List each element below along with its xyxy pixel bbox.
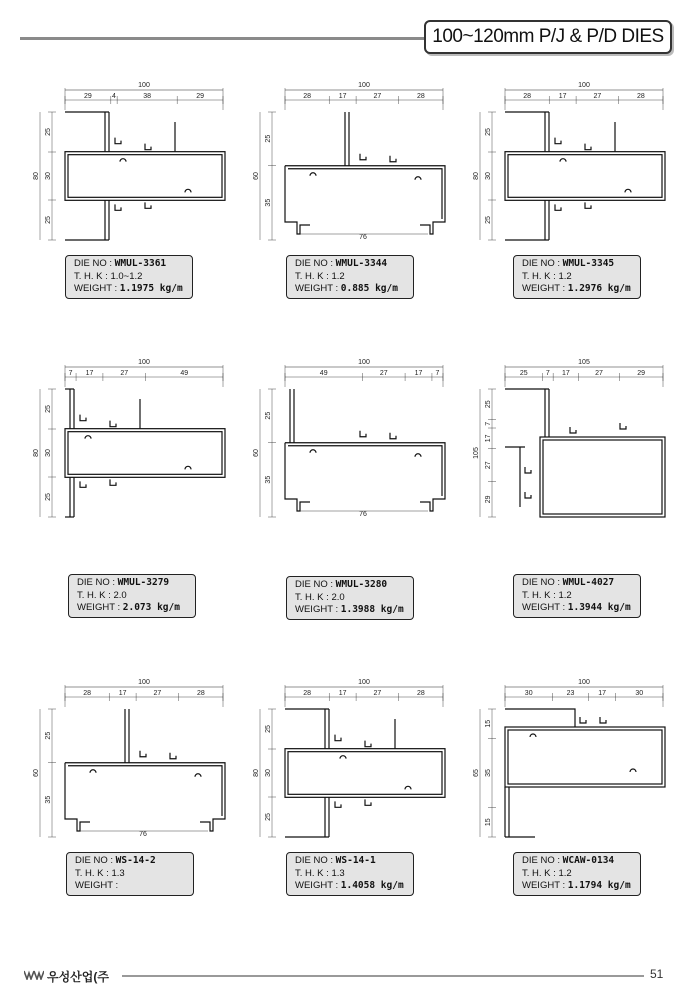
dim-segment: 28 [83,690,92,697]
weight-value: 1.1975 kg/m [119,283,183,294]
dim-segment: 38 [143,93,152,100]
thk-row [74,271,184,284]
die-no-label: DIE NO : [522,258,561,269]
die-no-label: DIE NO : [295,258,334,269]
dim-segment: 7 [435,370,440,377]
dim-segment: 27 [120,370,129,377]
dim-segment: 25 [45,216,52,224]
dim-overall-width: 100 [138,359,150,366]
die-no-row [522,855,632,868]
dim-overall-height: 60 [33,769,40,777]
dim-segment: 25 [265,725,272,733]
dim-segment: 17 [562,370,570,377]
dim-segment: 25 [45,128,52,136]
dim-segment: 28 [196,690,205,697]
weight-row [522,880,632,893]
thk-label: T. H. K : [75,867,109,879]
die-no-value: WMUL-3344 [335,258,388,269]
dim-segment: 25 [45,493,52,501]
dim-segment: 25 [45,405,52,413]
dim-overall-width: 100 [138,82,150,89]
dim-segment: 27 [485,461,492,470]
thk-label: T. H. K : [522,589,556,601]
weight-row [75,880,185,893]
dim-overall-width: 100 [358,82,370,89]
die-no-row [522,258,632,271]
weight-value: 0.885 kg/m [340,283,398,294]
dim-segment: 49 [319,370,328,377]
dim-segment: 25 [485,216,492,224]
dim-segment: 29 [637,370,646,377]
dim-segment: 25 [485,400,492,409]
thk-value: 1.3 [331,867,345,879]
thk-row [77,590,187,603]
dim-segment: 27 [379,370,388,377]
die-no-row [522,577,632,590]
dim-segment: 17 [85,370,94,377]
weight-value: 1.4058 kg/m [340,880,404,891]
dim-segment: 23 [566,690,575,697]
die-no-value: WS-14-1 [335,855,376,866]
die-no-label: DIE NO : [522,855,561,866]
dim-segment: 27 [373,690,382,697]
dim-overall-height: 105 [473,447,480,459]
dim-segment: 7 [545,370,550,377]
thk-value: 1.2 [558,589,572,601]
weight-row [295,880,405,893]
die-no-label: DIE NO : [75,855,114,866]
dim-overall-width: 100 [578,82,590,89]
dim-segment: 35 [265,198,272,207]
die-no-label: DIE NO : [77,577,116,588]
page-title-text: 100~120mm P/J & P/D DIES [432,26,664,47]
weight-label: WEIGHT : [295,604,339,615]
weight-label: WEIGHT : [74,283,118,294]
dim-overall-height: 60 [253,172,260,180]
dim-overall-height: 65 [473,769,480,777]
dim-overall-height: 80 [473,172,480,180]
dim-segment: 25 [45,731,52,740]
dim-segment: 17 [118,690,127,697]
dim-segment: 17 [338,93,347,100]
dim-segment: 28 [636,93,645,100]
dim-segment: 25 [519,370,528,377]
thk-row [522,868,632,881]
weight-row [295,604,405,617]
dim-overall-height: 60 [253,449,260,457]
dim-segment: 7 [485,421,492,426]
thk-value: 1.0~1.2 [110,270,143,282]
dim-overall-width: 100 [138,679,150,686]
dim-overall-width: 100 [358,359,370,366]
die-no-row [295,579,405,592]
die-spec-card [513,255,641,299]
dim-segment: 30 [485,172,492,180]
dim-segment: 25 [265,813,272,821]
dim-segment: 4 [112,93,116,100]
dim-overall-width: 100 [578,679,590,686]
weight-value: 1.3944 kg/m [567,602,631,613]
dim-segment: 15 [485,719,492,728]
header-rule [20,37,430,40]
weight-row [522,602,632,615]
dim-overall-height: 80 [33,172,40,180]
dim-overall-width: 100 [358,679,370,686]
die-no-value: WMUL-3361 [114,258,167,269]
die-no-value: WMUL-3280 [335,579,388,590]
weight-label: WEIGHT : [295,880,339,891]
die-spec-card [286,255,414,299]
die-no-value: WS-14-2 [115,855,156,866]
dim-segment: 17 [414,370,423,377]
dim-segment: 35 [485,769,492,777]
thk-value: 1.2 [331,270,345,282]
dim-segment: 29 [485,495,492,504]
dim-segment: 30 [45,172,52,180]
dim-segment: 25 [265,134,272,143]
weight-value: 1.2976 kg/m [567,283,631,294]
dim-segment: 28 [416,93,425,100]
dim-overall-height: 80 [33,449,40,457]
dim-segment: 30 [635,690,644,697]
weight-value: 1.1794 kg/m [567,880,631,891]
die-spec-card [286,852,414,896]
die-no-label: DIE NO : [295,579,334,590]
weight-label: WEIGHT : [522,880,566,891]
company-name: 우성산업(주 [47,970,109,984]
thk-row [522,590,632,603]
thk-row [75,868,185,881]
thk-row [295,592,405,605]
die-spec-card [66,852,194,896]
dim-overall-width: 105 [578,359,590,366]
dim-bottom: 76 [139,831,147,838]
thk-value: 1.2 [558,270,572,282]
dim-segment: 17 [338,690,347,697]
dim-segment: 28 [416,690,425,697]
dim-segment: 7 [68,370,73,377]
thk-row [522,271,632,284]
thk-label: T. H. K : [295,270,329,282]
die-spec-card [65,255,193,299]
weight-row [522,283,632,296]
dim-segment: 17 [485,434,492,443]
dim-segment: 30 [45,449,52,457]
die-no-row [74,258,184,271]
dim-segment: 27 [595,370,603,377]
dim-segment: 27 [153,690,162,697]
ws-logo-icon [24,970,44,983]
die-no-row [295,855,405,868]
weight-label: WEIGHT : [522,283,566,294]
dim-segment: 49 [180,370,189,377]
weight-value: 2.073 kg/m [122,602,180,613]
dim-segment: 29 [84,93,92,100]
thk-label: T. H. K : [295,591,329,603]
dim-segment: 27 [373,93,382,100]
thk-label: T. H. K : [295,867,329,879]
die-no-row [75,855,185,868]
dim-bottom: 76 [359,234,367,241]
page-title [424,20,672,54]
dim-segment: 30 [265,769,272,777]
die-no-value: WMUL-3345 [562,258,615,269]
die-no-row [295,258,405,271]
thk-value: 2.0 [331,591,345,603]
dim-segment: 25 [485,128,492,136]
die-no-label: DIE NO : [295,855,334,866]
dim-segment: 28 [303,690,312,697]
dim-segment: 25 [265,411,272,420]
footer-rule [122,975,644,977]
die-spec-card [68,574,196,618]
thk-label: T. H. K : [522,867,556,879]
thk-label: T. H. K : [74,270,108,282]
weight-row [77,602,187,615]
weight-row [295,283,405,296]
die-spec-card [513,852,641,896]
thk-label: T. H. K : [522,270,556,282]
dim-bottom: 76 [359,511,367,518]
dim-segment: 15 [485,818,492,827]
die-no-row [77,577,187,590]
dim-segment: 17 [558,93,567,100]
company-logo [24,968,109,985]
thk-value: 1.2 [558,867,572,879]
thk-value: 1.3 [111,867,125,879]
die-no-value: WCAW-0134 [562,855,615,866]
thk-value: 2.0 [113,589,127,601]
die-no-value: WMUL-4027 [562,577,615,588]
die-no-label: DIE NO : [74,258,113,269]
page-number: 51 [650,967,664,981]
dim-segment: 28 [303,93,312,100]
weight-label: WEIGHT : [75,880,119,891]
dim-segment: 35 [45,795,52,804]
dim-segment: 28 [523,93,532,100]
thk-label: T. H. K : [77,589,111,601]
weight-label: WEIGHT : [522,602,566,613]
dim-segment: 17 [598,690,607,697]
weight-row [74,283,184,296]
die-spec-card [286,576,414,620]
dim-segment: 29 [196,93,204,100]
dim-segment: 30 [524,690,533,697]
dim-segment: 35 [265,475,272,484]
die-no-value: WMUL-3279 [117,577,170,588]
thk-row [295,868,405,881]
thk-row [295,271,405,284]
weight-label: WEIGHT : [77,602,121,613]
weight-label: WEIGHT : [295,283,339,294]
dim-overall-height: 80 [253,769,260,777]
die-spec-card [513,574,641,618]
weight-value: 1.3988 kg/m [340,604,404,615]
die-no-label: DIE NO : [522,577,561,588]
dim-segment: 27 [593,93,602,100]
